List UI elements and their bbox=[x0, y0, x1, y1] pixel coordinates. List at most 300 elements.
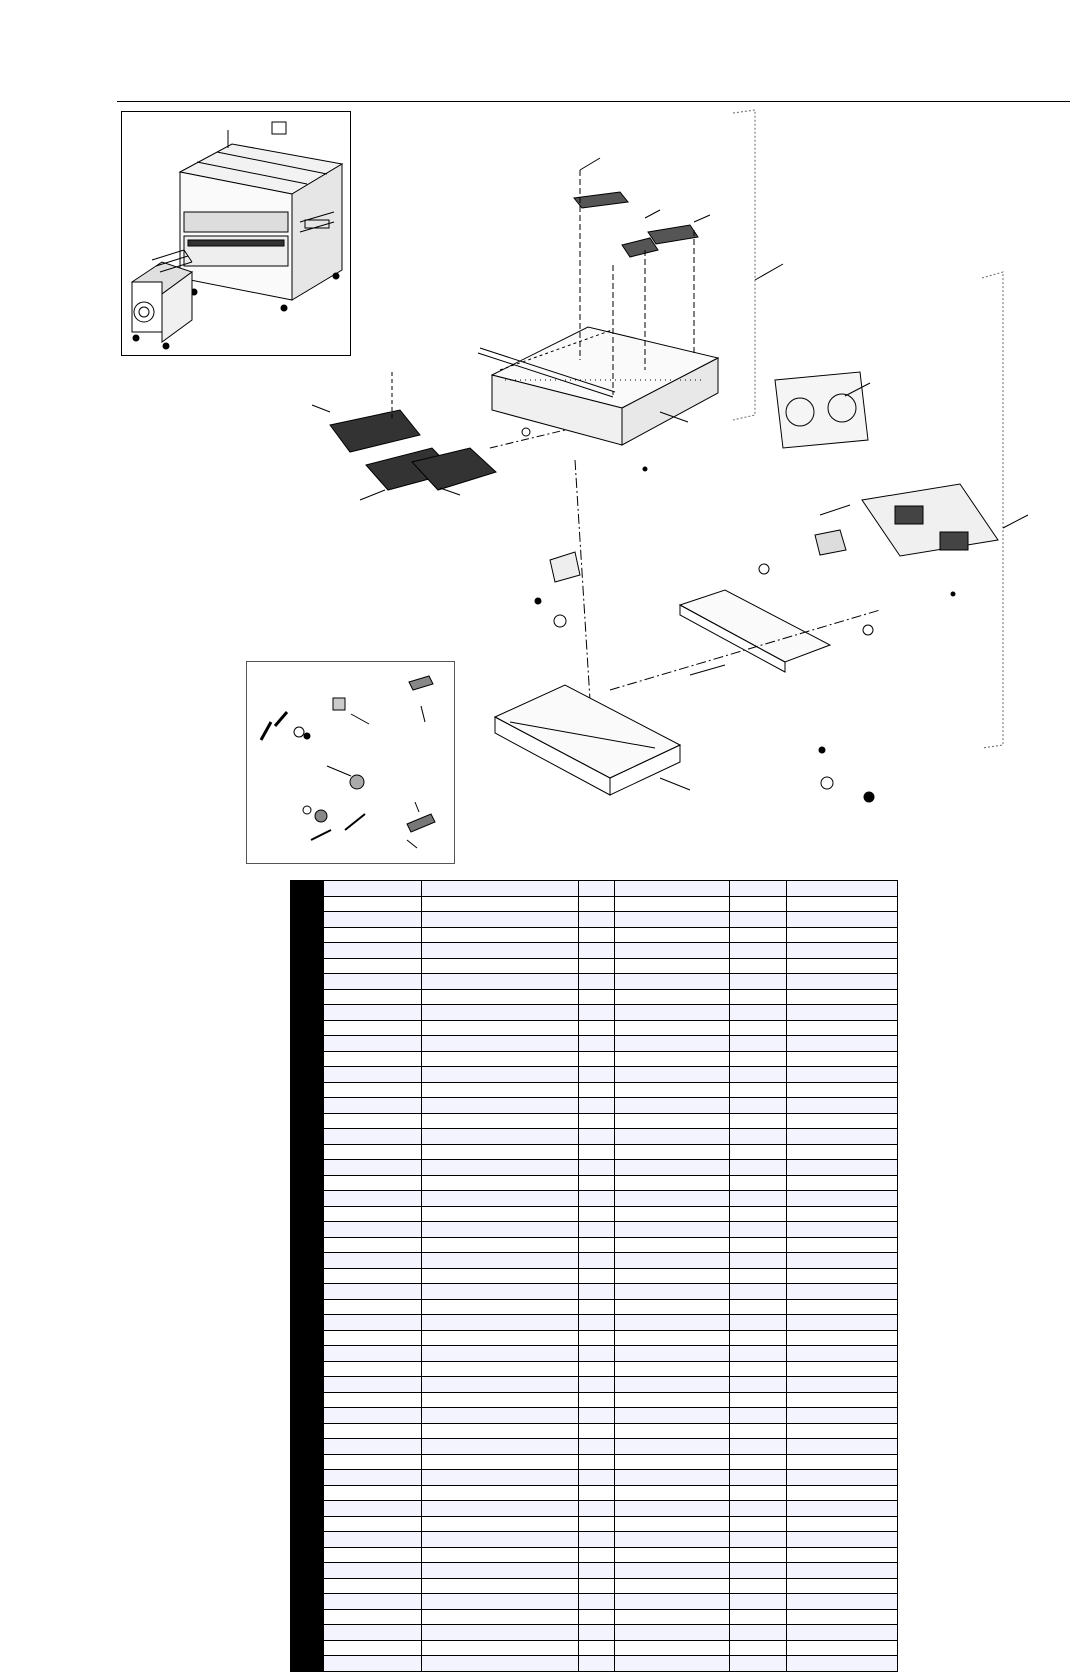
table-cell bbox=[615, 1532, 730, 1548]
table-cell bbox=[787, 881, 898, 897]
table-cell bbox=[730, 1439, 787, 1455]
table-cell bbox=[787, 1237, 898, 1253]
table-row bbox=[291, 958, 898, 974]
table-cell bbox=[615, 1299, 730, 1315]
table-cell bbox=[730, 1578, 787, 1594]
table-cell bbox=[730, 1067, 787, 1083]
table-cell bbox=[579, 1113, 615, 1129]
table-cell bbox=[730, 1268, 787, 1284]
table-cell bbox=[787, 1532, 898, 1548]
row-number-cell bbox=[291, 974, 324, 990]
table-cell bbox=[324, 1485, 422, 1501]
row-number-cell bbox=[291, 1253, 324, 1269]
row-number-cell bbox=[291, 1051, 324, 1067]
table-cell bbox=[730, 1547, 787, 1563]
table-cell bbox=[615, 1485, 730, 1501]
table-cell bbox=[579, 1144, 615, 1160]
table-row bbox=[291, 1082, 898, 1098]
table-row bbox=[291, 1470, 898, 1486]
row-number-cell bbox=[291, 1563, 324, 1579]
table-cell bbox=[787, 1051, 898, 1067]
table-row bbox=[291, 927, 898, 943]
table-row bbox=[291, 1067, 898, 1083]
table-cell bbox=[422, 1594, 579, 1610]
table-cell bbox=[615, 1268, 730, 1284]
table-cell bbox=[324, 1470, 422, 1486]
table-cell bbox=[730, 1640, 787, 1656]
table-cell bbox=[422, 1392, 579, 1408]
table-cell bbox=[324, 1222, 422, 1238]
table-cell bbox=[422, 1454, 579, 1470]
table-cell bbox=[422, 1113, 579, 1129]
table-cell bbox=[787, 1315, 898, 1331]
table-cell bbox=[579, 1485, 615, 1501]
table-cell bbox=[787, 1191, 898, 1207]
table-row bbox=[291, 1253, 898, 1269]
table-cell bbox=[579, 1439, 615, 1455]
table-cell bbox=[730, 1222, 787, 1238]
table-cell bbox=[730, 1392, 787, 1408]
row-number-cell bbox=[291, 1594, 324, 1610]
table-cell bbox=[324, 1253, 422, 1269]
table-row bbox=[291, 1408, 898, 1424]
row-number-cell bbox=[291, 943, 324, 959]
table-cell bbox=[730, 896, 787, 912]
table-cell bbox=[579, 1020, 615, 1036]
table-cell bbox=[787, 1346, 898, 1362]
row-number-cell bbox=[291, 1129, 324, 1145]
parts-list-body bbox=[291, 881, 898, 1672]
table-cell bbox=[579, 1067, 615, 1083]
table-cell bbox=[324, 1051, 422, 1067]
table-cell bbox=[422, 1501, 579, 1517]
row-number-cell bbox=[291, 896, 324, 912]
row-number-cell bbox=[291, 1640, 324, 1656]
table-cell bbox=[324, 1144, 422, 1160]
table-cell bbox=[579, 1454, 615, 1470]
table-cell bbox=[615, 1640, 730, 1656]
table-cell bbox=[787, 927, 898, 943]
table-cell bbox=[615, 1563, 730, 1579]
row-number-cell bbox=[291, 1036, 324, 1052]
table-cell bbox=[787, 1516, 898, 1532]
table-cell bbox=[324, 1408, 422, 1424]
table-cell bbox=[615, 1129, 730, 1145]
table-cell bbox=[787, 1253, 898, 1269]
table-cell bbox=[787, 1470, 898, 1486]
small-hardware-parts-icon bbox=[247, 662, 454, 863]
table-cell bbox=[422, 1532, 579, 1548]
table-cell bbox=[579, 1563, 615, 1579]
table-cell bbox=[579, 1594, 615, 1610]
table-cell bbox=[615, 1284, 730, 1300]
table-cell bbox=[579, 1547, 615, 1563]
table-cell bbox=[422, 1098, 579, 1114]
table-cell bbox=[422, 1408, 579, 1424]
table-cell bbox=[324, 1547, 422, 1563]
table-row bbox=[291, 1315, 898, 1331]
table-cell bbox=[615, 1051, 730, 1067]
table-cell bbox=[787, 1144, 898, 1160]
table-cell bbox=[579, 1656, 615, 1672]
table-cell bbox=[615, 927, 730, 943]
table-cell bbox=[324, 1330, 422, 1346]
table-cell bbox=[579, 881, 615, 897]
table-cell bbox=[324, 974, 422, 990]
table-cell bbox=[422, 1222, 579, 1238]
table-cell bbox=[422, 1516, 579, 1532]
table-cell bbox=[730, 1516, 787, 1532]
table-cell bbox=[324, 1113, 422, 1129]
table-cell bbox=[324, 1516, 422, 1532]
table-cell bbox=[615, 1175, 730, 1191]
table-cell bbox=[324, 1392, 422, 1408]
table-row bbox=[291, 1578, 898, 1594]
table-row bbox=[291, 1454, 898, 1470]
table-row bbox=[291, 1005, 898, 1021]
table-cell bbox=[730, 1470, 787, 1486]
table-cell bbox=[579, 1346, 615, 1362]
table-cell bbox=[730, 1408, 787, 1424]
table-cell bbox=[730, 1485, 787, 1501]
table-cell bbox=[615, 1594, 730, 1610]
table-cell bbox=[615, 1206, 730, 1222]
table-cell bbox=[324, 1578, 422, 1594]
row-number-cell bbox=[291, 1113, 324, 1129]
table-cell bbox=[615, 1625, 730, 1641]
table-cell bbox=[422, 1129, 579, 1145]
table-cell bbox=[730, 1129, 787, 1145]
table-cell bbox=[730, 1237, 787, 1253]
table-row bbox=[291, 1516, 898, 1532]
table-cell bbox=[324, 927, 422, 943]
table-cell bbox=[787, 1563, 898, 1579]
table-row bbox=[291, 912, 898, 928]
table-cell bbox=[324, 1656, 422, 1672]
table-cell bbox=[730, 1330, 787, 1346]
table-cell bbox=[615, 912, 730, 928]
table-cell bbox=[615, 1191, 730, 1207]
table-cell bbox=[422, 1067, 579, 1083]
table-cell bbox=[324, 1346, 422, 1362]
table-cell bbox=[730, 1299, 787, 1315]
table-cell bbox=[787, 1547, 898, 1563]
table-row bbox=[291, 1299, 898, 1315]
table-cell bbox=[579, 1377, 615, 1393]
table-row bbox=[291, 943, 898, 959]
table-cell bbox=[422, 1160, 579, 1176]
table-row bbox=[291, 1532, 898, 1548]
row-number-cell bbox=[291, 1206, 324, 1222]
table-cell bbox=[579, 1423, 615, 1439]
table-row bbox=[291, 1020, 898, 1036]
table-cell bbox=[615, 1237, 730, 1253]
table-cell bbox=[422, 1284, 579, 1300]
table-cell bbox=[324, 1237, 422, 1253]
table-cell bbox=[422, 1315, 579, 1331]
table-cell bbox=[422, 1330, 579, 1346]
table-cell bbox=[730, 881, 787, 897]
table-cell bbox=[615, 1547, 730, 1563]
table-cell bbox=[615, 1036, 730, 1052]
table-row bbox=[291, 1501, 898, 1517]
table-cell bbox=[615, 1501, 730, 1517]
table-cell bbox=[730, 1563, 787, 1579]
table-cell bbox=[324, 1299, 422, 1315]
table-cell bbox=[730, 1377, 787, 1393]
table-cell bbox=[324, 1191, 422, 1207]
table-cell bbox=[422, 1361, 579, 1377]
table-cell bbox=[787, 1485, 898, 1501]
table-cell bbox=[324, 881, 422, 897]
table-cell bbox=[579, 958, 615, 974]
table-cell bbox=[422, 1005, 579, 1021]
table-cell bbox=[730, 1532, 787, 1548]
row-number-cell bbox=[291, 1284, 324, 1300]
table-cell bbox=[422, 1268, 579, 1284]
table-cell bbox=[787, 1067, 898, 1083]
table-row bbox=[291, 1547, 898, 1563]
table-cell bbox=[615, 1222, 730, 1238]
table-cell bbox=[422, 974, 579, 990]
row-number-cell bbox=[291, 1625, 324, 1641]
table-row bbox=[291, 1113, 898, 1129]
table-cell bbox=[579, 1222, 615, 1238]
table-cell bbox=[422, 1625, 579, 1641]
row-number-cell bbox=[291, 1330, 324, 1346]
table-cell bbox=[579, 1625, 615, 1641]
table-cell bbox=[324, 1439, 422, 1455]
table-cell bbox=[787, 1299, 898, 1315]
row-number-cell bbox=[291, 1299, 324, 1315]
table-cell bbox=[787, 1036, 898, 1052]
table-cell bbox=[422, 1656, 579, 1672]
table-cell bbox=[422, 1206, 579, 1222]
table-cell bbox=[787, 1594, 898, 1610]
table-cell bbox=[730, 1346, 787, 1362]
table-cell bbox=[615, 1516, 730, 1532]
table-cell bbox=[787, 1578, 898, 1594]
table-cell bbox=[579, 1175, 615, 1191]
row-number-cell bbox=[291, 1547, 324, 1563]
table-cell bbox=[787, 974, 898, 990]
table-cell bbox=[324, 1640, 422, 1656]
row-number-cell bbox=[291, 1454, 324, 1470]
table-cell bbox=[787, 1268, 898, 1284]
table-cell bbox=[579, 1470, 615, 1486]
table-cell bbox=[615, 974, 730, 990]
table-row bbox=[291, 1051, 898, 1067]
table-cell bbox=[324, 943, 422, 959]
table-cell bbox=[579, 1206, 615, 1222]
table-row bbox=[291, 1237, 898, 1253]
table-cell bbox=[787, 1439, 898, 1455]
table-cell bbox=[324, 1284, 422, 1300]
table-cell bbox=[324, 1625, 422, 1641]
row-number-cell bbox=[291, 1377, 324, 1393]
table-row bbox=[291, 1625, 898, 1641]
table-cell bbox=[730, 1113, 787, 1129]
table-cell bbox=[579, 1268, 615, 1284]
table-cell bbox=[579, 1640, 615, 1656]
table-cell bbox=[422, 896, 579, 912]
table-cell bbox=[615, 1346, 730, 1362]
table-cell bbox=[615, 1330, 730, 1346]
table-cell bbox=[787, 1206, 898, 1222]
table-cell bbox=[579, 1253, 615, 1269]
table-cell bbox=[730, 1315, 787, 1331]
table-row bbox=[291, 1563, 898, 1579]
table-cell bbox=[579, 1299, 615, 1315]
table-cell bbox=[615, 1423, 730, 1439]
table-cell bbox=[422, 1346, 579, 1362]
table-cell bbox=[579, 1005, 615, 1021]
row-number-cell bbox=[291, 1067, 324, 1083]
table-row bbox=[291, 1284, 898, 1300]
table-cell bbox=[615, 1609, 730, 1625]
table-row bbox=[291, 1160, 898, 1176]
table-cell bbox=[422, 1082, 579, 1098]
table-cell bbox=[787, 1098, 898, 1114]
table-cell bbox=[579, 1532, 615, 1548]
table-cell bbox=[422, 912, 579, 928]
table-row bbox=[291, 974, 898, 990]
table-cell bbox=[324, 1160, 422, 1176]
table-cell bbox=[324, 1020, 422, 1036]
row-number-cell bbox=[291, 1439, 324, 1455]
table-cell bbox=[730, 1036, 787, 1052]
table-cell bbox=[579, 1284, 615, 1300]
table-cell bbox=[324, 1361, 422, 1377]
table-cell bbox=[615, 1020, 730, 1036]
row-number-cell bbox=[291, 881, 324, 897]
row-number-cell bbox=[291, 1082, 324, 1098]
parts-list-table bbox=[290, 880, 898, 1672]
row-number-cell bbox=[291, 1485, 324, 1501]
table-cell bbox=[579, 1392, 615, 1408]
row-number-cell bbox=[291, 1516, 324, 1532]
table-cell bbox=[579, 1129, 615, 1145]
table-cell bbox=[324, 1268, 422, 1284]
table-cell bbox=[730, 1361, 787, 1377]
table-cell bbox=[615, 881, 730, 897]
table-cell bbox=[324, 1423, 422, 1439]
table-cell bbox=[422, 1423, 579, 1439]
table-cell bbox=[324, 1532, 422, 1548]
table-cell bbox=[324, 1609, 422, 1625]
table-cell bbox=[730, 1160, 787, 1176]
table-cell bbox=[324, 912, 422, 928]
table-cell bbox=[730, 1625, 787, 1641]
table-cell bbox=[787, 896, 898, 912]
table-cell bbox=[324, 958, 422, 974]
table-row bbox=[291, 1377, 898, 1393]
table-cell bbox=[730, 1253, 787, 1269]
table-cell bbox=[422, 989, 579, 1005]
table-cell bbox=[579, 1237, 615, 1253]
table-cell bbox=[787, 1284, 898, 1300]
table-cell bbox=[730, 1656, 787, 1672]
table-cell bbox=[579, 1160, 615, 1176]
table-row bbox=[291, 1191, 898, 1207]
table-cell bbox=[787, 1609, 898, 1625]
table-cell bbox=[730, 927, 787, 943]
table-cell bbox=[422, 881, 579, 897]
table-cell bbox=[422, 1191, 579, 1207]
table-cell bbox=[615, 1578, 730, 1594]
row-number-cell bbox=[291, 1268, 324, 1284]
table-cell bbox=[730, 989, 787, 1005]
table-row bbox=[291, 881, 898, 897]
table-row bbox=[291, 1206, 898, 1222]
table-cell bbox=[787, 1082, 898, 1098]
table-cell bbox=[422, 1640, 579, 1656]
table-cell bbox=[730, 943, 787, 959]
table-cell bbox=[615, 1160, 730, 1176]
row-number-cell bbox=[291, 1315, 324, 1331]
table-cell bbox=[730, 1051, 787, 1067]
table-cell bbox=[324, 1175, 422, 1191]
table-cell bbox=[730, 1423, 787, 1439]
table-cell bbox=[422, 927, 579, 943]
table-cell bbox=[422, 1377, 579, 1393]
table-cell bbox=[422, 1051, 579, 1067]
row-number-cell bbox=[291, 927, 324, 943]
table-cell bbox=[787, 1113, 898, 1129]
table-cell bbox=[422, 1144, 579, 1160]
table-cell bbox=[422, 1485, 579, 1501]
row-number-cell bbox=[291, 958, 324, 974]
table-cell bbox=[787, 1175, 898, 1191]
table-cell bbox=[422, 1020, 579, 1036]
table-cell bbox=[730, 1005, 787, 1021]
table-cell bbox=[324, 1067, 422, 1083]
table-cell bbox=[579, 927, 615, 943]
table-row bbox=[291, 1036, 898, 1052]
table-cell bbox=[730, 1082, 787, 1098]
table-cell bbox=[422, 958, 579, 974]
table-cell bbox=[615, 1454, 730, 1470]
row-number-cell bbox=[291, 1191, 324, 1207]
table-row bbox=[291, 1175, 898, 1191]
table-cell bbox=[579, 1361, 615, 1377]
table-cell bbox=[422, 1237, 579, 1253]
table-cell bbox=[422, 1563, 579, 1579]
table-row bbox=[291, 1268, 898, 1284]
table-cell bbox=[615, 1082, 730, 1098]
table-cell bbox=[422, 1175, 579, 1191]
table-cell bbox=[324, 1315, 422, 1331]
table-cell bbox=[787, 958, 898, 974]
table-cell bbox=[615, 1470, 730, 1486]
row-number-cell bbox=[291, 1578, 324, 1594]
row-number-cell bbox=[291, 912, 324, 928]
table-cell bbox=[324, 1594, 422, 1610]
table-cell bbox=[422, 1299, 579, 1315]
table-cell bbox=[324, 1005, 422, 1021]
table-cell bbox=[787, 943, 898, 959]
table-cell bbox=[615, 1253, 730, 1269]
table-cell bbox=[615, 958, 730, 974]
table-cell bbox=[730, 1175, 787, 1191]
row-number-cell bbox=[291, 1470, 324, 1486]
table-cell bbox=[730, 1609, 787, 1625]
table-row bbox=[291, 1640, 898, 1656]
row-number-cell bbox=[291, 1222, 324, 1238]
table-cell bbox=[615, 1113, 730, 1129]
table-row bbox=[291, 1594, 898, 1610]
table-cell bbox=[422, 1036, 579, 1052]
